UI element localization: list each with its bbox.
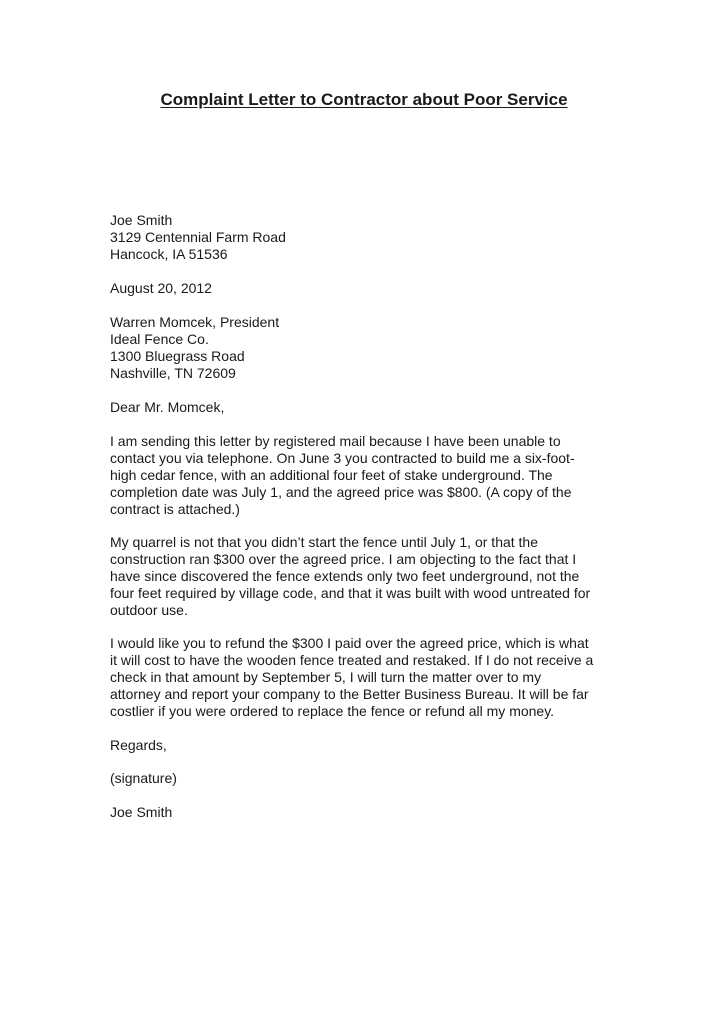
paragraph-line: I would like you to refund the $300 I paid over the agreed price, which is what: [110, 635, 589, 651]
recipient-company: Ideal Fence Co.: [110, 331, 209, 347]
paragraph-line: costlier if you were ordered to replace the fence or refund all my money.: [110, 703, 555, 719]
paragraph-line: check in that amount by September 5, I will turn the matter over to my: [110, 669, 542, 685]
paragraph-line: high cedar fence, with an additional four feet of stake underground. The: [110, 467, 553, 483]
sender-street: 3129 Centennial Farm Road: [110, 229, 286, 245]
body-paragraph-3: [110, 635, 630, 720]
paragraph-line: completion date was July 1, and the agreed price was $800. (A copy of the: [110, 484, 572, 500]
sender-name: Joe Smith: [110, 212, 173, 228]
paragraph-line: My quarrel is not that you didn’t start the fence until July 1, or that the: [110, 534, 539, 550]
recipient-street: 1300 Bluegrass Road: [110, 348, 245, 364]
salutation: Dear Mr. Momcek,: [110, 399, 225, 415]
paragraph-line: outdoor use.: [110, 602, 188, 618]
paragraph-line: four feet required by village code, and that it was built with wood untreated for: [110, 585, 591, 601]
recipient-city: Nashville, TN 72609: [110, 365, 236, 381]
page-title: Complaint Letter to Contractor about Poor Service: [160, 90, 568, 109]
recipient-address-block: [110, 314, 630, 382]
body-paragraph-1: [110, 433, 630, 518]
closing: Regards,: [110, 737, 167, 753]
paragraph-line: it will cost to have the wooden fence treated and restaked. If I do not receive a: [110, 652, 594, 668]
signer-name: Joe Smith: [110, 804, 173, 820]
recipient-name: Warren Momcek, President: [110, 314, 280, 330]
paragraph-line: contact you via telephone. On June 3 you contracted to build me a six-foot-: [110, 450, 575, 466]
sender-address-block: [110, 212, 630, 263]
sender-city: Hancock, IA 51536: [110, 246, 228, 262]
body-paragraph-2: [110, 534, 630, 619]
paragraph-line: have since discovered the fence extends only two feet underground, not the: [110, 568, 580, 584]
paragraph-line: construction ran $300 over the agreed price. I am objecting to the fact that I: [110, 551, 577, 567]
letter-date: August 20, 2012: [110, 280, 212, 296]
paragraph-line: I am sending this letter by registered mail because I have been unable to: [110, 433, 561, 449]
paragraph-line: attorney and report your company to the Better Business Bureau. It will be far: [110, 686, 589, 702]
paragraph-line: contract is attached.): [110, 501, 240, 517]
signature-placeholder: (signature): [110, 770, 177, 786]
